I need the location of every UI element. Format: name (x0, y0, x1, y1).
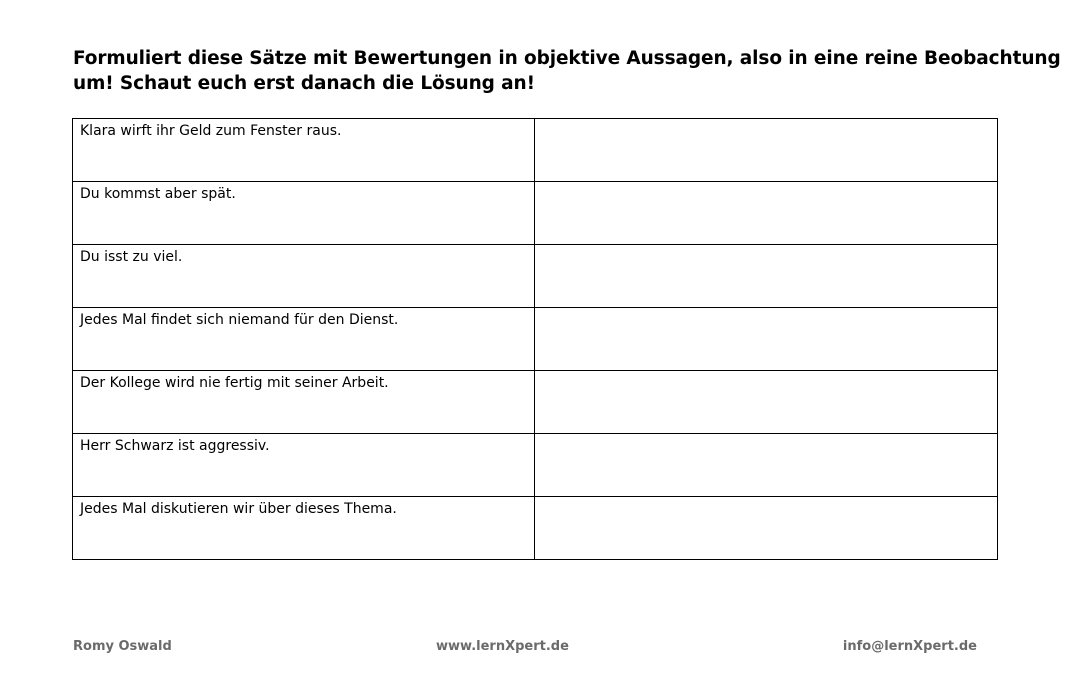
footer-email[interactable]: info@lernXpert.de (842, 639, 977, 654)
statement-cell: Herr Schwarz ist aggressiv. (73, 434, 535, 497)
exercise-table (72, 118, 998, 560)
table-row (73, 434, 998, 497)
answer-cell[interactable] (535, 182, 998, 245)
table-row (73, 119, 998, 182)
worksheet-instructions (73, 46, 1061, 96)
table-row (73, 371, 998, 434)
statement-cell: Der Kollege wird nie fertig mit seiner Arbeit. (73, 371, 535, 434)
table-row (73, 245, 998, 308)
statement-cell: Jedes Mal diskutieren wir über dieses Thema. (73, 497, 535, 560)
instructions-line-2: um! Schaut euch erst danach die Lösung an! (73, 73, 535, 94)
table-row (73, 497, 998, 560)
answer-cell[interactable] (535, 434, 998, 497)
instructions-line-1: Formuliert diese Sätze mit Bewertungen in objektive Aussagen, also in eine reine Beobachtung (73, 48, 1061, 69)
table-row (73, 182, 998, 245)
statement-cell: Klara wirft ihr Geld zum Fenster raus. (73, 119, 535, 182)
answer-cell[interactable] (535, 245, 998, 308)
footer-website[interactable]: www.lernXpert.de (436, 639, 569, 654)
statement-cell: Jedes Mal findet sich niemand für den Dienst. (73, 308, 535, 371)
answer-cell[interactable] (535, 497, 998, 560)
footer-author: Romy Oswald (73, 639, 172, 654)
statement-cell: Du kommst aber spät. (73, 182, 535, 245)
answer-cell[interactable] (535, 308, 998, 371)
table-row (73, 308, 998, 371)
answer-cell[interactable] (535, 371, 998, 434)
statement-cell: Du isst zu viel. (73, 245, 535, 308)
answer-cell[interactable] (535, 119, 998, 182)
